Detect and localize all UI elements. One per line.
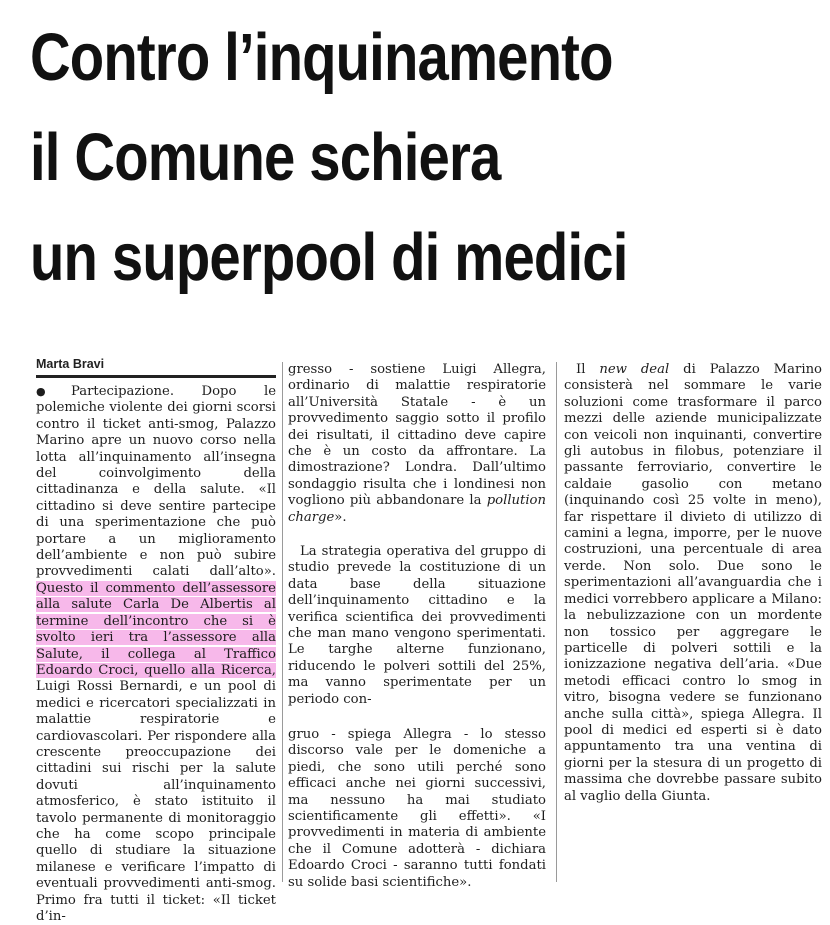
italic-term: new deal — [599, 362, 670, 377]
column-2-part-a — [288, 362, 546, 526]
column-1 — [36, 384, 276, 925]
paragraph — [36, 384, 276, 925]
headline-line-1: Contro l’inquinamento — [30, 20, 613, 95]
column-divider — [282, 362, 283, 882]
italic-term: pollution charge — [288, 493, 546, 525]
paragraph: gruo - spiega Allegra - lo stesso discorso vale per le domeniche a piedi, che sono utili perché sono efficaci anche nei giorni successivi, ma nessuno ha mai studiato scientificamente gli effetti». «I provvedimenti in materia di ambiente che il Comune adotterà - dichiara Edoardo Croci - saranno tutti fondati su solide basi scientifiche». — [288, 727, 546, 890]
paragraph — [564, 362, 822, 805]
col3-text-rest: di Palazzo Marino consisterà nel sommare le varie soluzioni come trasformare il parco mezzi delle aziende municipalizzate con veicoli non inquinanti, convertire gli autobus in filobus, potenziare il passante ferroviario, convertire le caldaie gasolio con metano (inquinando così 25 volte in meno), far rispettare il divieto di utilizzo di camini a legna, imporre, per le nuove costruzioni, una percentuale di area verde. Non solo. Due sono le sperimentazioni all’avanguardia che i medici vorrebbero applicare a Milano: la nebulizzazione con un mordente non tossico per aggregare le particelle di polveri sottili e la ionizzazione negativa dell’aria. «Due metodi efficaci contro lo smog in vitro, bisogna vedere se funzionano anche sulla città», spiega Allegra. Il pool di medici ed esperti si è dato appuntamento tra una ventina di giorni per la stesura di un progetto di massima che dovrebbe passare subito al vaglio della Giunta. — [564, 362, 822, 804]
headline-line-3: un superpool di medici — [30, 220, 628, 295]
paragraph — [288, 362, 546, 526]
column-3 — [564, 362, 822, 805]
highlighted-text: Questo il commento dell’assessore alla salute Carla De Albertis al termine dell’incontro che si è svolto ieri tra l’assessore alla Salute, il collega al Traffico Edoardo Croci, quello alla Ricerca, — [36, 580, 276, 678]
column-2-part-c — [288, 727, 546, 891]
col1-text-start: Partecipazione. Dopo le polemiche violente dei giorni scorsi contro il ticket anti-smog, Palazzo Marino apre un nuovo corso nella lotta all’inquinamento all’insegna del coinvolgimento della cittadinanza e della salute. «Il cittadino si deve sentire partecipe di una sperimentazione che può portare a un miglioramento dell’ambiente e non può subire provvedimenti calati dall’alto». — [36, 384, 276, 580]
col1-text-end: Luigi Rossi Bernardi, e un pool di medici e ricercatori specializzati in malattie respiratorie e cardiovascolari. Per rispondere alla crescente preoccupazione dei cittadini sui rischi per la salute dovuti all’inquinamento atmosferico, è stato istituito il tavolo permanente di monitoraggio che ha come scopo principale quello di studiare la situazione milanese e verificare l’impatto di eventuali provvedimenti anti-smog. Primo fra tutti il ticket: «Il ticket d’in- — [36, 679, 276, 924]
byline: Marta Bravi — [36, 357, 276, 378]
col2-text-a: gresso - sostiene Luigi Allegra, ordinario di malattie respiratorie all’Università Statale - è un provvedimento saggio sotto il profilo dei risultati, il cittadino deve capire che è un costo da affrontare. La dimostrazione? Londra. Dall’ultimo sondaggio risulta che i londinesi non vogliono più abbandonare la — [288, 362, 546, 509]
column-2-part-b — [288, 544, 546, 708]
col3-text-start: Il — [576, 362, 586, 377]
headline — [30, 8, 694, 308]
bullet-icon: ● — [36, 385, 69, 398]
headline-line-2: il Comune schiera — [30, 120, 501, 195]
paragraph: La strategia operativa del gruppo di studio prevede la costituzione di un data base della situazione dell’inquinamento cittadino e la verifica scientifica dei provvedimenti che man mano vengono sperimentati. Le targhe alterne funzionano, riducendo le polveri sottili del 25%, ma vanno sperimentate per un periodo con- — [288, 544, 546, 707]
col2-text-a-end: ». — [334, 509, 347, 525]
column-divider — [556, 362, 557, 882]
